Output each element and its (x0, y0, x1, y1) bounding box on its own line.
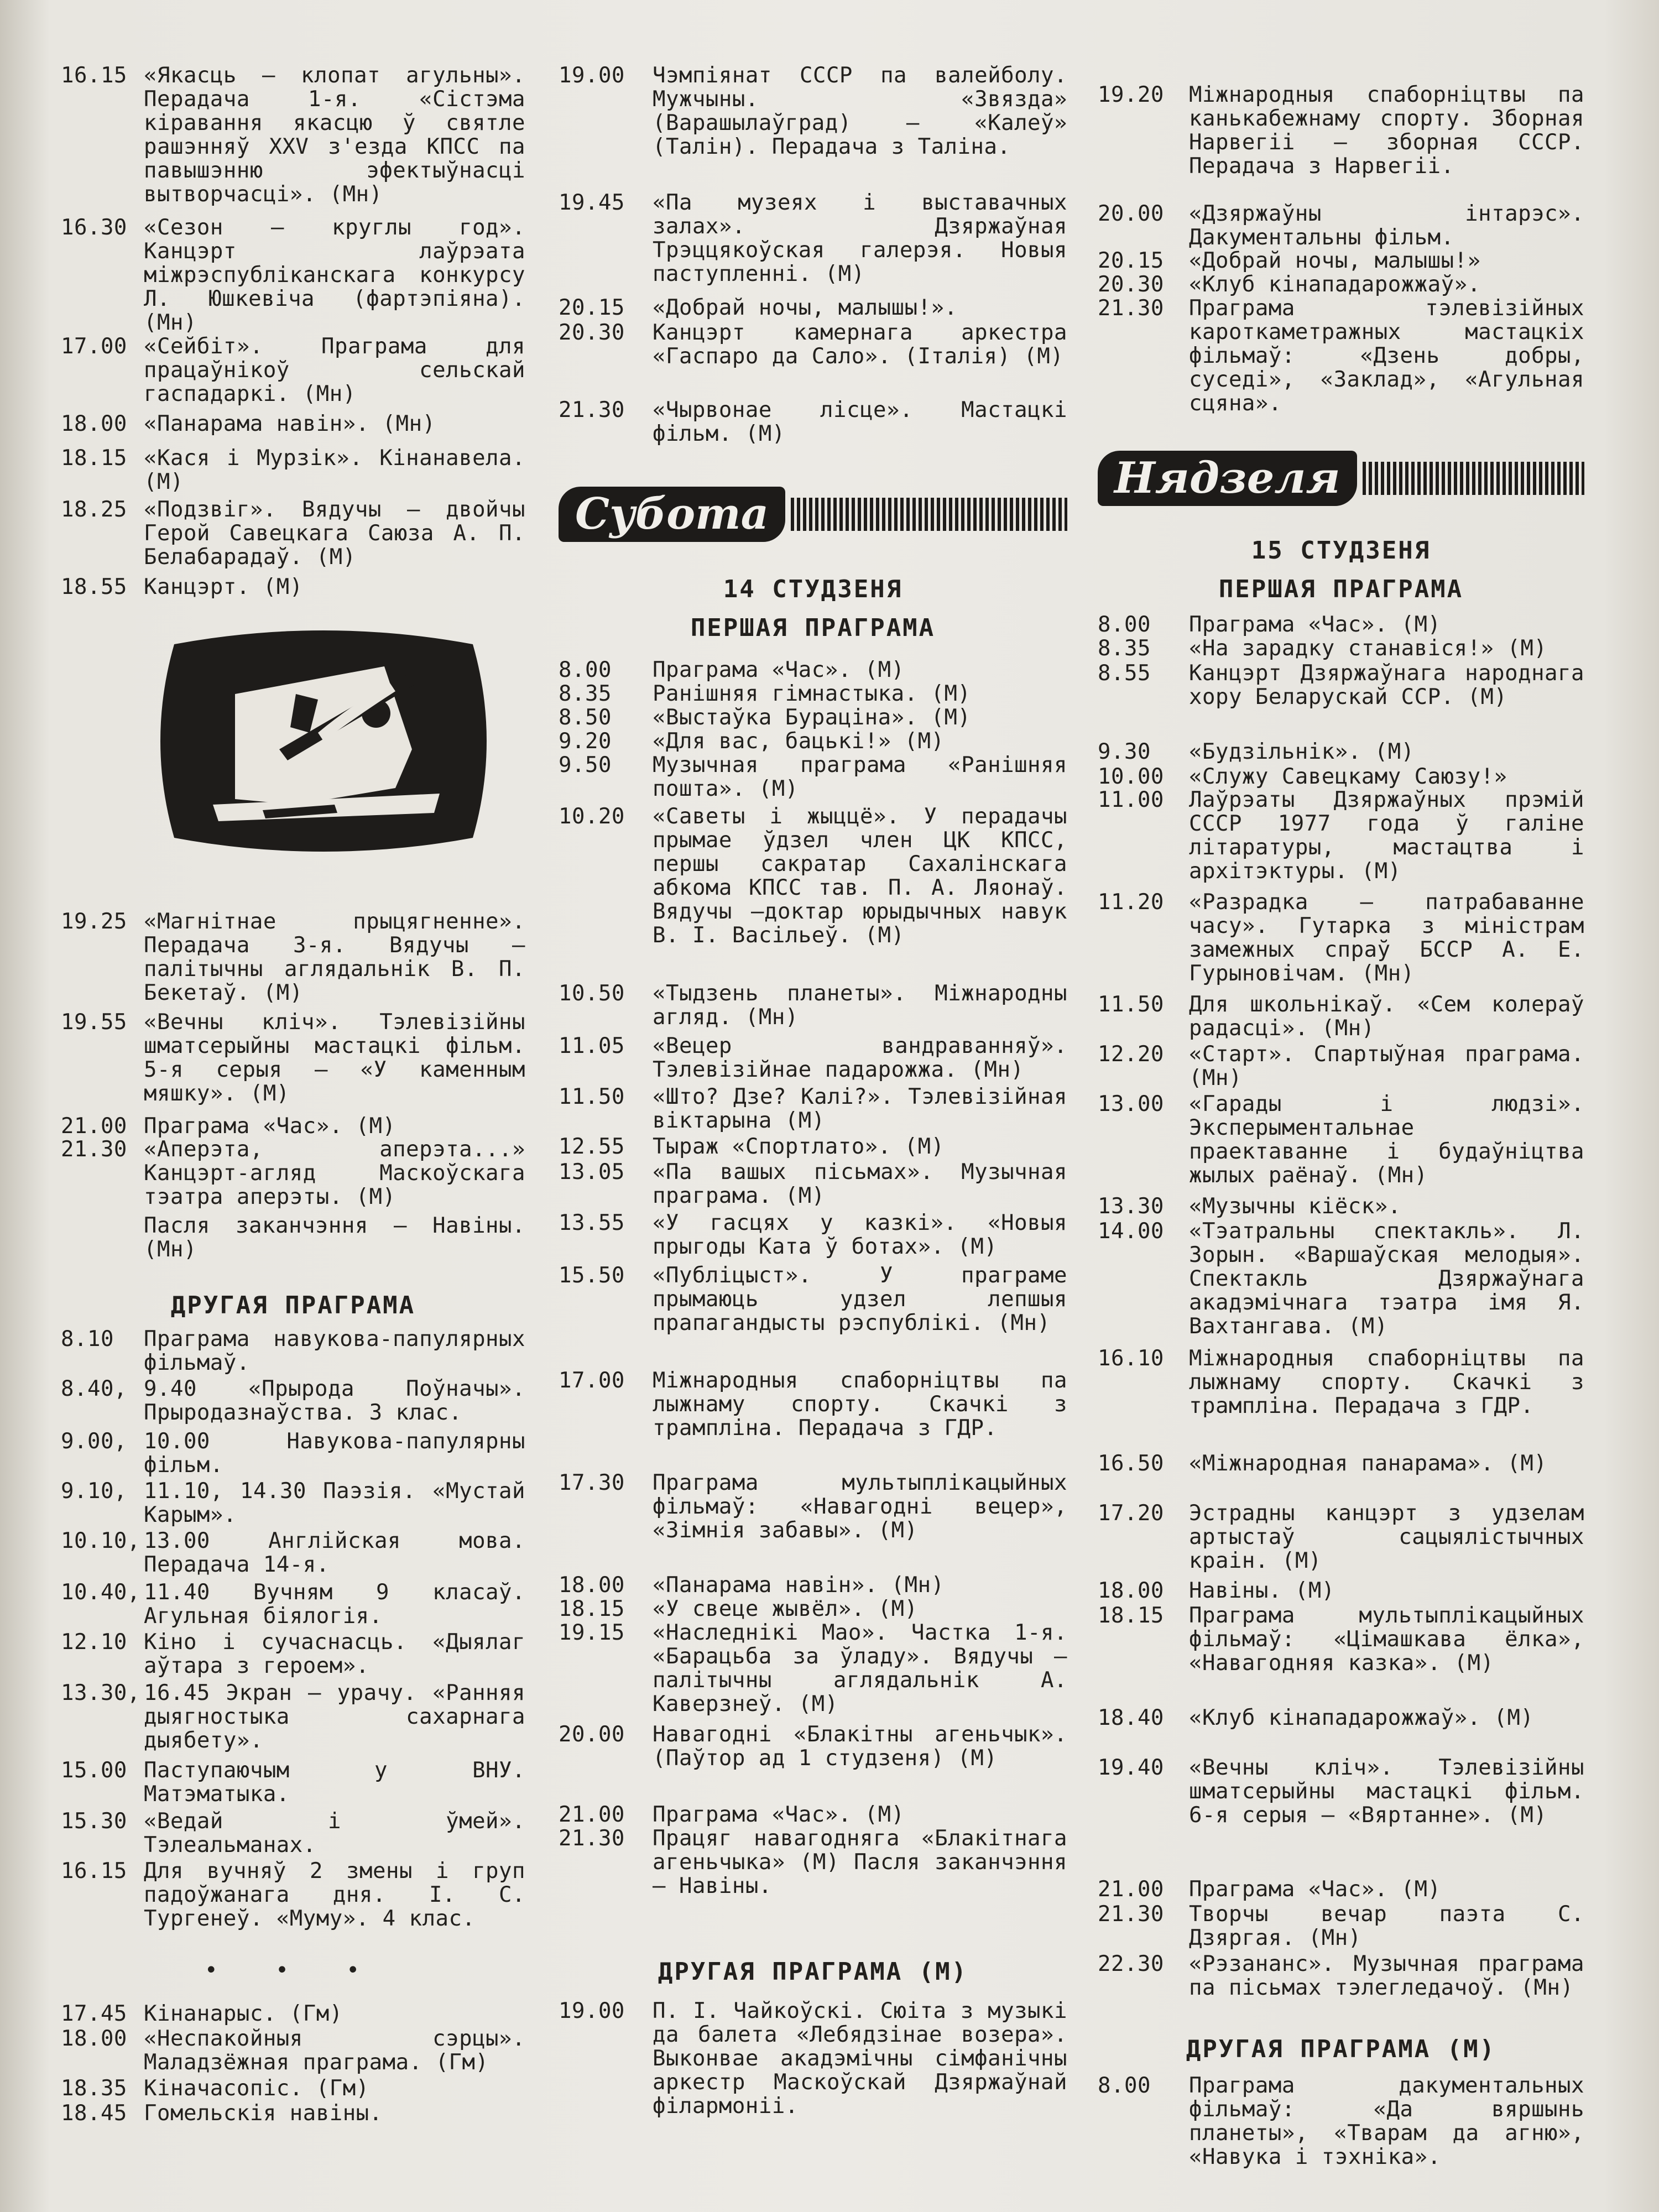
list-item: 8.35 «На зарадку станавіся!» (М) (1098, 636, 1547, 661)
list-item: 15.30 «Ведай і ўмей». Тэлеальманах. (61, 1809, 525, 1858)
list-item: 22.30 «Рэзананс». Музычная праграма па пісьмах тэлегледачоў. (Мн) (1098, 1952, 1584, 2000)
list-item: Пасля заканчэння — Навіны. (Мн) (144, 1213, 525, 1262)
list-item: 13.55 «У гасцях у казкі». «Новыя прыгоды Ката ў ботах». (М) (559, 1211, 1067, 1259)
column-saturday (559, 0, 1067, 2212)
list-item: 20.30 «Клуб кінападарожжаў». (1098, 272, 1481, 297)
list-item: 19.55 «Вечны кліч». Тэлевізійны шматсерыйны мастацкі фільм. 5-я серыя — «У каменным мяшку». (М) (61, 1010, 525, 1106)
list-item: 10.10, 13.00 Англійская мова. Перадача 14-я. (61, 1528, 525, 1577)
column-sunday (1098, 0, 1584, 2212)
list-item: 20.15 «Добрай ночы, малышы!» (1098, 248, 1481, 273)
section-heading: ДРУГАЯ ПРАГРАМА (170, 1291, 416, 1319)
section-heading: ПЕРШАЯ ПРАГРАМА (690, 614, 936, 642)
list-item: 18.40 «Клуб кінападарожжаў». (М) (1098, 1705, 1534, 1730)
list-item: 17.45 Кінанарыс. (Гм) (61, 2001, 343, 2026)
list-item: 20.15 «Добрай ночы, малышы!». (559, 295, 958, 320)
list-item: 18.00 Навіны. (М) (1098, 1578, 1335, 1603)
column-thursday-evening (61, 0, 525, 2212)
list-item: 21.00 Праграма «Час». (М) (61, 1114, 396, 1139)
list-item: 11.50 Для школьнікаў. «Сем колераў радасці». (Мн) (1098, 992, 1584, 1041)
list-item: 16.15 «Якасць — клопат агульны». Перадача 1-я. «Сістэма кіравання якасцю ў святле рашэнняў XXV з'езда КПСС па павышэнню эфектыўнасці вытворчасці». (Мн) (61, 63, 525, 207)
list-item: 18.00 «Неспакойныя сэрцы». Маладзёжная праграма. (Гм) (61, 2026, 525, 2075)
list-item: 13.30, 16.45 Экран — урачу. «Ранняя дыягностыка сахарнага дыябету». (61, 1681, 525, 1753)
list-item: 21.30 Праграма тэлевізійных кароткаметражных мастацкіх фільмаў: «Дзень добры, суседі», «Заклад», «Агульная сцяна». (1098, 296, 1584, 416)
list-item: 18.25 «Подзвіг». Вядучы — двойчы Герой Савецкага Саюза А. П. Белабарадаў. (М) (61, 497, 525, 570)
list-item: 21.30 «Чырвонае лісце». Мастацкі фільм. (М) (559, 398, 1067, 446)
list-item: 19.40 «Вечны кліч». Тэлевізійны шматсерыйны мастацкі фільм. 6-я серыя — «Вяртанне». (М) (1098, 1755, 1584, 1828)
list-item: 18.35 Кіначасопіс. (Гм) (61, 2076, 369, 2101)
list-item: 9.10, 11.10, 14.30 Паэзія. «Мустай Карым». (61, 1479, 525, 1527)
list-item: 18.00 «Панарама навін». (Мн) (61, 411, 436, 436)
tv-screen-emblem (152, 622, 495, 860)
list-item: 17.30 Праграма мультыплікацыйных фільмаў: «Навагодні вецер», «Зімнія забавы». (М) (559, 1470, 1067, 1543)
list-item: 21.00 Праграма «Час». (М) (559, 1802, 905, 1827)
list-item: 9.20 «Для вас, бацькі!» (М) (559, 729, 945, 754)
list-item: 17.20 Эстрадны канцэрт з удзелам артыстаў сацыялістычных краін. (М) (1098, 1501, 1584, 1573)
list-item: 18.55 Канцэрт. (М) (61, 575, 303, 599)
list-item: 19.25 «Магнітнае прыцягненне». Перадача 3-я. Вядучы — палітычны аглядальнік В. П. Бекетаў. (М) (61, 909, 525, 1005)
list-item: 8.55 Канцэрт Дзяржаўнага народнага хору Беларускай ССР. (М) (1098, 661, 1584, 709)
header-hatch-decoration (791, 498, 1067, 531)
header-hatch-decoration (1363, 462, 1584, 495)
list-item: 17.00 Міжнародныя спаборніцтвы па лыжнаму спорту. Скачкі з трампліна. Перадача з ГДР. (559, 1368, 1067, 1441)
list-item: 19.45 «Па музеях і выставачных залах». Дзяржаўная Трэццякоўская галерэя. Новыя паступленні. (М) (559, 190, 1067, 286)
day-header-saturday: Субота (559, 487, 1067, 542)
list-item: 8.00 Праграма «Час». (М) (559, 658, 905, 682)
list-item: 18.00 «Панарама навін». (Мн) (559, 1573, 945, 1598)
list-item: 11.20 «Разрадка — патрабаванне часу». Гутарка з міністрам замежных спраў БССР А. Е. Гурыновічам. (Мн) (1098, 890, 1584, 986)
list-item: 21.30 Творчы вечар паэта С. Дзяргая. (Мн) (1098, 1902, 1584, 1950)
list-item: 11.50 «Што? Дзе? Калі?». Тэлевізійная віктарына (М) (559, 1084, 1067, 1133)
list-item: 11.00 Лаўрэаты Дзяржаўных прэмій СССР 1977 года ў галіне літаратуры, мастацтва і архітэктуры. (М) (1098, 787, 1584, 884)
list-item: 9.00, 10.00 Навукова-папулярны фільм. (61, 1429, 525, 1478)
list-item: 20.30 Канцэрт камернага аркестра «Гаспаро да Сало». (Італія) (М) (559, 320, 1067, 369)
list-item: 20.00 «Дзяржаўны інтарэс». Дакументальны фільм. (1098, 201, 1584, 250)
list-item: 19.15 «Наследнікі Мао». Частка 1-я. «Барацьба за ўладу». Вядучы — палітычны аглядальнік А. Каверзнеў. (М) (559, 1620, 1067, 1717)
list-item: 16.10 Міжнародныя спаборніцтвы па лыжнаму спорту. Скачкі з трампліна. Перадача з ГДР. (1098, 1346, 1584, 1418)
list-item: 19.00 Чэмпіянат СССР па валейболу. Мужчыны. «Звязда» (Варашылаўград) — «Калеў» (Талін). Перадача з Таліна. (559, 63, 1067, 159)
list-item: 18.15 «У свеце жывёл». (М) (559, 1597, 918, 1621)
list-item: 8.35 Ранішняя гімнастыка. (М) (559, 681, 971, 706)
list-item: 21.30 Працяг навагодняга «Блакітнага агеньчыка» (М) Пасля заканчэння — Навіны. (559, 1826, 1067, 1898)
list-item: 8.40, 9.40 «Прырода Поўначы». Прыродазнаўства. 3 клас. (61, 1376, 525, 1425)
date-heading: 15 СТУДЗЕНЯ (1251, 536, 1431, 565)
list-item: 13.05 «Па вашых пісьмах». Музычная праграма. (М) (559, 1160, 1067, 1208)
list-item: 19.20 Міжнародныя спаборніцтвы па канькабежнаму спорту. Зборная Нарвегіі — зборная СССР. Перадача з Нарвегіі. (1098, 82, 1584, 179)
list-item: 8.10 Праграма навукова-папулярных фільмаў. (61, 1327, 525, 1375)
list-item: 10.20 «Саветы і жыццё». У перадачы прымае ўдзел член ЦК КПСС, першы сакратар Сахалінскага абкома КПСС тав. П. А. Ляонаў. Вядучы —доктар юрыдычных навук В. І. Васільеў. (М) (559, 804, 1067, 948)
section-heading: ПЕРШАЯ ПРАГРАМА (1218, 575, 1464, 603)
list-item: 12.10 Кіно і сучаснасць. «Дыялаг аўтара з героем». (61, 1630, 525, 1678)
list-item: 16.50 «Міжнародная панарама». (М) (1098, 1451, 1547, 1476)
day-header-sunday: Нядзеля (1098, 451, 1584, 506)
list-item: 16.30 «Сезон — круглы год». Канцэрт лаўрэата міжрэспубліканскага конкурсу Л. Юшкевіча (фартэпіяна). (Мн) (61, 215, 525, 335)
separator-dots: • • • (204, 1958, 382, 1983)
section-heading: ДРУГАЯ ПРАГРАМА (М) (1186, 2035, 1496, 2063)
list-item: 21.00 Праграма «Час». (М) (1098, 1877, 1441, 1902)
list-item: 10.40, 11.40 Вучням 9 класаў. Агульная біялогія. (61, 1580, 525, 1629)
list-item: 19.00 П. І. Чайкоўскі. Сюіта з музыкі да балета «Лебядзінае возера». Выконвае акадэмічны сімфанічны аркестр Маскоўскай Дзяржаўнай філармоніі. (559, 1999, 1067, 2119)
list-item: 15.50 «Публіцыст». У праграме прымаюць удзел лепшыя прапагандысты рэспублікі. (Мн) (559, 1263, 1067, 1335)
list-item: 14.00 «Тэатральны спектакль». Л. Зорын. «Варшаўская мелодыя». Спектакль Дзяржаўнага акадэмічнага тэатра імя Я. Вахтангава. (М) (1098, 1219, 1584, 1339)
list-item: 11.05 «Вецер вандраванняў». Тэлевізійнае падарожжа. (Мн) (559, 1034, 1067, 1082)
list-item: 21.30 «Аперэта, аперэта...» Канцэрт-агляд Маскоўскага тэатра аперэты. (М) (61, 1137, 525, 1209)
list-item: 18.15 «Кася і Мурзік». Кінанавела. (М) (61, 446, 525, 494)
list-item: 20.00 Навагодні «Блакітны агеньчык». (Паўтор ад 1 студзеня) (М) (559, 1722, 1067, 1771)
list-item: 8.00 Праграма «Час». (М) (1098, 612, 1441, 637)
list-item: 17.00 «Сейбіт». Праграма для працаўнікоў сельскай гаспадаркі. (Мн) (61, 334, 525, 406)
section-heading: ДРУГАЯ ПРАГРАМА (М) (658, 1958, 968, 1986)
list-item: 9.50 Музычная праграма «Ранішняя пошта». (М) (559, 753, 1067, 801)
list-item: 10.00 «Служу Савецкаму Саюзу!» (1098, 764, 1507, 789)
list-item: 8.50 «Выстаўка Бураціна». (М) (559, 705, 971, 730)
list-item: 15.00 Паступаючым у ВНУ. Матэматыка. (61, 1758, 525, 1807)
list-item: 18.15 Праграма мультыплікацыйных фільмаў: «Цімашкава ёлка», «Навагодняя казка». (М) (1098, 1603, 1584, 1676)
list-item: 12.55 Тыраж «Спортлато». (М) (559, 1134, 945, 1159)
list-item: 12.20 «Старт». Спартыўная праграма. (Мн) (1098, 1042, 1584, 1091)
list-item: 16.15 Для вучняў 2 змены і груп падоўжанага дня. І. С. Тургенеў. «Муму». 4 клас. (61, 1859, 525, 1931)
list-item: 8.00 Праграма дакументальных фільмаў: «Да вяршынь планеты», «Тварам да агню», «Навука і тэхніка». (1098, 2073, 1584, 2169)
list-item: 10.50 «Тыдзень планеты». Міжнародны агляд. (Мн) (559, 981, 1067, 1030)
list-item: 18.45 Гомельскія навіны. (61, 2101, 383, 2126)
date-heading: 14 СТУДЗЕНЯ (723, 575, 903, 603)
list-item: 13.00 «Гарады і людзі». Эксперыментальнае праектаванне і будаўніцтва жылых раёнаў. (Мн) (1098, 1092, 1584, 1188)
list-item: 9.30 «Будзільнік». (М) (1098, 739, 1415, 764)
list-item: 13.30 «Музычны кіёск». (1098, 1194, 1401, 1219)
